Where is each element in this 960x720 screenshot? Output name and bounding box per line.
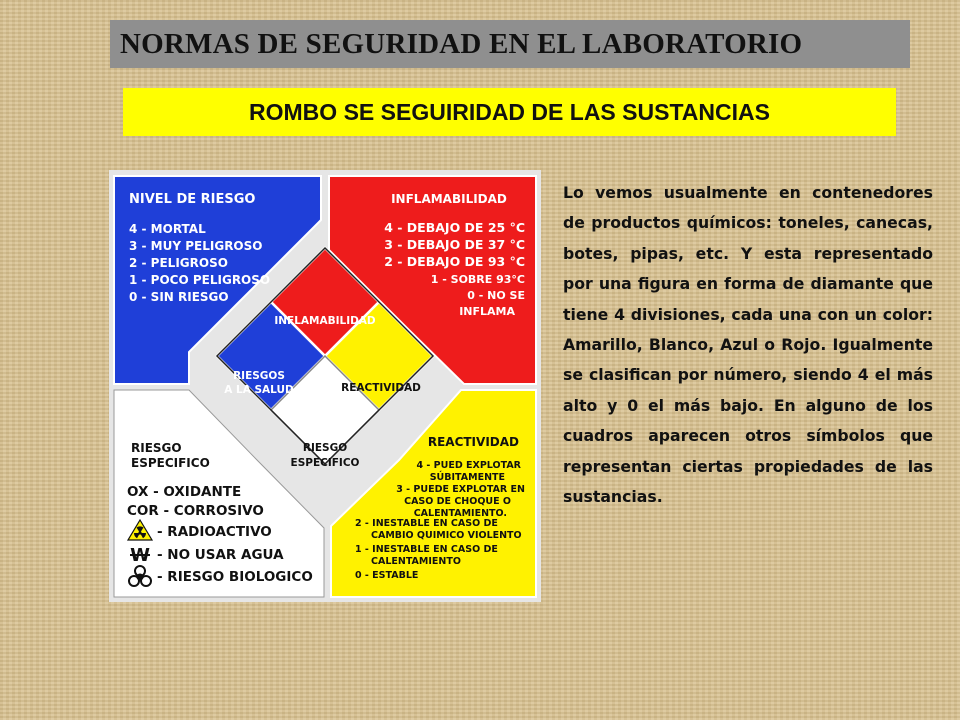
blue-title: NIVEL DE RIESGO [129,192,256,207]
white-item-biohazard: - RIESGO BIOLOGICO [157,569,313,585]
white-item-ox: OX - OXIDANTE [127,484,242,500]
red-item-2: 2 - DEBAJO DE 93 °C [384,254,525,269]
yellow-item-2-cont: CAMBIO QUIMICO VIOLENTO [371,530,522,541]
diamond-right-label: REACTIVIDAD [341,382,421,394]
yellow-item-3-cont: CASO DE CHOQUE O [404,496,511,507]
blue-item-0: 0 - SIN RIESGO [129,290,229,304]
blue-item-1: 1 - POCO PELIGROSO [129,273,271,287]
red-title: INFLAMABILIDAD [391,192,507,206]
red-item-4: 4 - DEBAJO DE 25 °C [384,220,525,235]
diamond-bottom-label-2: ESPECIFICO [290,457,360,469]
yellow-item-0: 0 - ESTABLE [355,570,419,581]
subtitle-bar [123,88,896,136]
nfpa-diamond-svg [109,170,541,602]
diamond-left-label-1: RIESGOS [233,370,285,382]
yellow-item-1-cont: CALENTAMIENTO [371,556,461,567]
blue-item-3: 3 - MUY PELIGROSO [129,239,263,253]
white-item-no-water: - NO USAR AGUA [157,547,284,563]
description-text: Lo vemos usualmente en contenedores de productos químicos: toneles, canecas, botes, pipas, etc. Y esta representado por una figura en forma de diamante que tiene 4 divisiones, cada una con un color: Amarillo, Blanco, Azul o Rojo. Igualmente se clasifican por número, siendo 4 el más alto y 0 el más bajo. En alguno de los cuadros aparecen otros símbolos que representan ciertas propiedades de las sustancias. [563,183,933,507]
yellow-item-3: 3 - PUEDE EXPLOTAR EN [396,484,525,495]
yellow-item-4-cont: SÚBITAMENTE [429,472,505,483]
yellow-item-1: 1 - INESTABLE EN CASO DE [355,544,498,555]
red-item-1: 1 - SOBRE 93°C [430,273,525,286]
blue-item-4: 4 - MORTAL [129,222,206,236]
page-subtitle: ROMBO SE SEGUIRIDAD DE LAS SUSTANCIAS [249,98,770,125]
yellow-title: REACTIVIDAD [427,435,519,449]
white-title-2: ESPECIFICO [131,456,210,470]
white-item-radioactive: - RADIOACTIVO [157,524,272,540]
nfpa-diamond-diagram [109,170,541,602]
yellow-item-2: 2 - INESTABLE EN CASO DE [355,518,498,529]
title-bar [110,20,910,68]
yellow-item-4: 4 - PUED EXPLOTAR [416,460,521,471]
white-title-1: RIESGO [131,441,182,455]
red-item-0-cont: INFLAMA [459,305,515,318]
white-item-cor: COR - CORROSIVO [127,503,264,519]
no-water-glyph: W [130,545,150,566]
page-title: NORMAS DE SEGURIDAD EN EL LABORATORIO [120,27,803,60]
red-item-3: 3 - DEBAJO DE 37 °C [384,237,525,252]
red-item-0: 0 - NO SE [467,289,525,302]
diamond-bottom-label-1: RIESGO [302,442,348,454]
blue-item-2: 2 - PELIGROSO [129,256,228,270]
diamond-top-label: INFLAMABILIDAD [274,315,376,327]
yellow-item-3-cont2: CALENTAMIENTO. [413,508,507,519]
no-water-icon [130,545,150,566]
diamond-left-label-2: A LA SALUD [224,384,294,396]
